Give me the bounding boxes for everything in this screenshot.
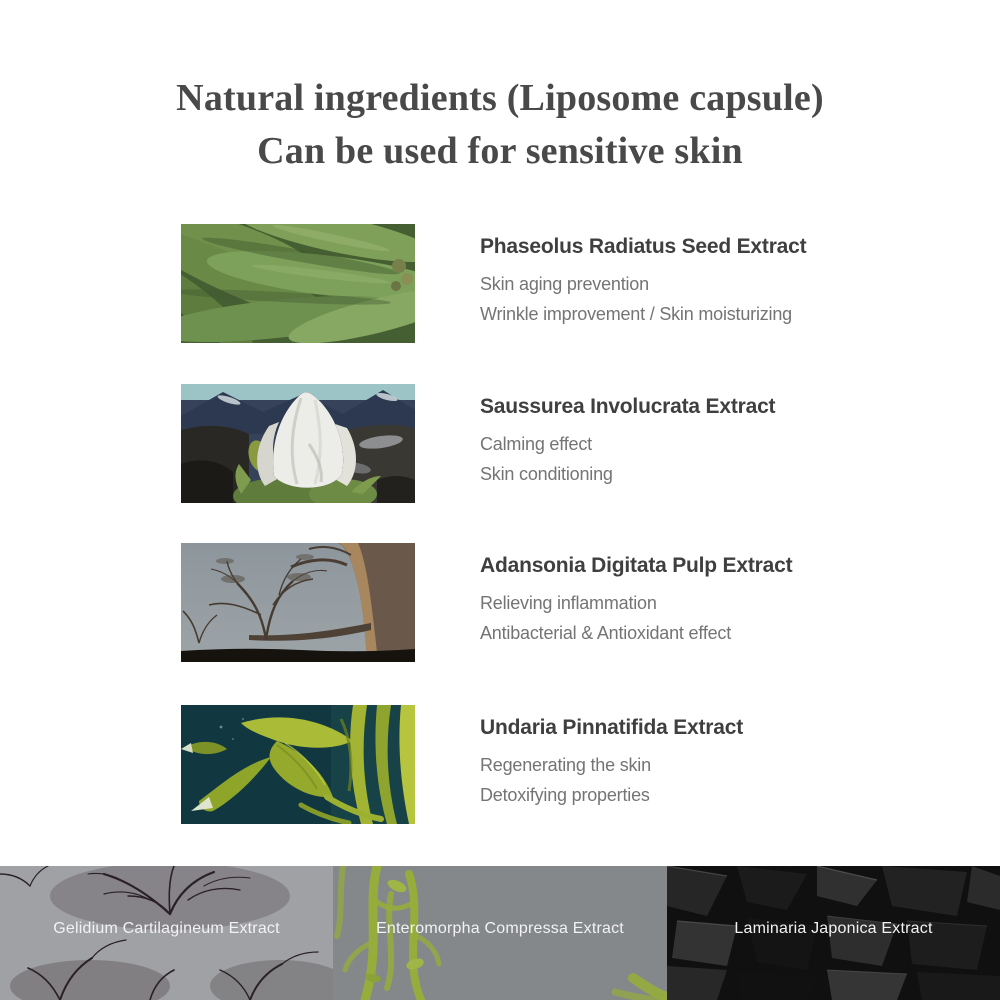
ingredient-text-block [480, 553, 900, 648]
footer-panel-label: Enteromorpha Compressa Extract [376, 920, 624, 937]
snow-lotus-flower-photo [181, 384, 415, 503]
title-line-1: Natural ingredients (Liposome capsule) [176, 77, 824, 119]
ingredient-text-block [480, 715, 900, 810]
footer-panel-gelidium [0, 866, 333, 1000]
ingredient-row-saussurea [181, 384, 901, 503]
ingredient-text-block [480, 394, 900, 489]
underwater-kelp-photo [181, 705, 415, 824]
underwater-kelp-illustration [181, 705, 415, 824]
ingredient-benefit: Relieving inflammation [480, 593, 657, 613]
footer-panel-label: Laminaria Japonica Extract [734, 920, 933, 937]
ingredient-row-phaseolus [181, 224, 901, 343]
footer-ingredient-strip [0, 866, 1000, 1000]
snow-lotus-illustration [181, 384, 415, 503]
green-bean-pods-photo [181, 224, 415, 343]
ingredient-benefit: Skin aging prevention [480, 274, 649, 294]
footer-panel-enteromorpha [333, 866, 667, 1000]
ingredient-row-adansonia [181, 543, 901, 662]
baobab-trees-photo [181, 543, 415, 662]
ingredient-benefit: Regenerating the skin [480, 755, 651, 775]
ingredient-name: Phaseolus Radiatus Seed Extract [480, 235, 807, 258]
footer-panel-label: Gelidium Cartilagineum Extract [53, 920, 280, 937]
title-line-2: Can be used for sensitive skin [257, 130, 743, 172]
ingredient-benefit: Antibacterial & Antioxidant effect [480, 623, 732, 643]
ingredient-benefit: Calming effect [480, 434, 592, 454]
ingredient-benefit: Detoxifying properties [480, 785, 650, 805]
page-title [0, 72, 1000, 178]
ingredient-name: Adansonia Digitata Pulp Extract [480, 554, 793, 577]
ingredient-row-undaria [181, 705, 901, 824]
ingredient-name: Undaria Pinnatifida Extract [480, 716, 743, 739]
ingredient-benefit: Skin conditioning [480, 464, 613, 484]
green-bean-pods-illustration [181, 224, 415, 343]
ingredient-benefit: Wrinkle improvement / Skin moisturizing [480, 304, 792, 324]
baobab-trees-illustration [181, 543, 415, 662]
ingredient-name: Saussurea Involucrata Extract [480, 395, 776, 418]
ingredient-text-block [480, 234, 900, 329]
footer-panel-laminaria [667, 866, 1000, 1000]
